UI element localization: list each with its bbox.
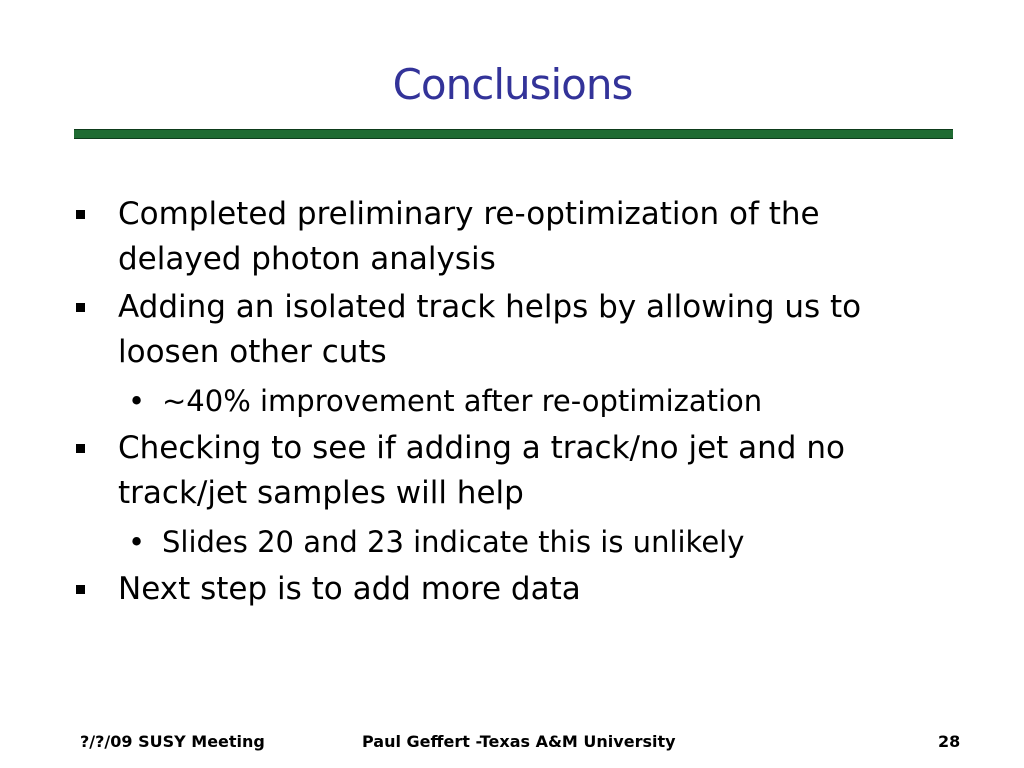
slide-content xyxy=(74,192,934,615)
dot-bullet-icon: • xyxy=(128,384,146,418)
title-divider xyxy=(74,129,953,139)
bullet-item xyxy=(74,426,934,516)
footer-page-number: 28 xyxy=(938,732,961,751)
sub-bullet-item xyxy=(74,519,934,565)
footer-author: Paul Geffert -Texas A&M University xyxy=(362,732,676,751)
bullet-text: Next step is to add more data xyxy=(118,571,581,607)
bullet-item xyxy=(74,285,934,375)
sub-bullet-text: Slides 20 and 23 indicate this is unlikely xyxy=(162,525,745,559)
bullet-text: Checking to see if adding a track/no jet and no track/jet samples will help xyxy=(118,430,845,511)
square-bullet-icon xyxy=(76,585,85,594)
square-bullet-icon xyxy=(76,210,85,219)
bullet-item xyxy=(74,567,934,612)
bullet-text: Adding an isolated track helps by allowing us to loosen other cuts xyxy=(118,289,862,370)
square-bullet-icon xyxy=(76,303,85,312)
slide-title: Conclusions xyxy=(392,60,633,109)
bullet-text: Completed preliminary re-optimization of the delayed photon analysis xyxy=(118,196,820,277)
square-bullet-icon xyxy=(76,444,85,453)
footer-date-meeting: ?/?/09 SUSY Meeting xyxy=(80,732,265,751)
sub-bullet-item xyxy=(74,378,934,424)
bullet-item xyxy=(74,192,934,282)
dot-bullet-icon: • xyxy=(128,525,146,559)
sub-bullet-text: ~40% improvement after re-optimization xyxy=(162,384,763,418)
